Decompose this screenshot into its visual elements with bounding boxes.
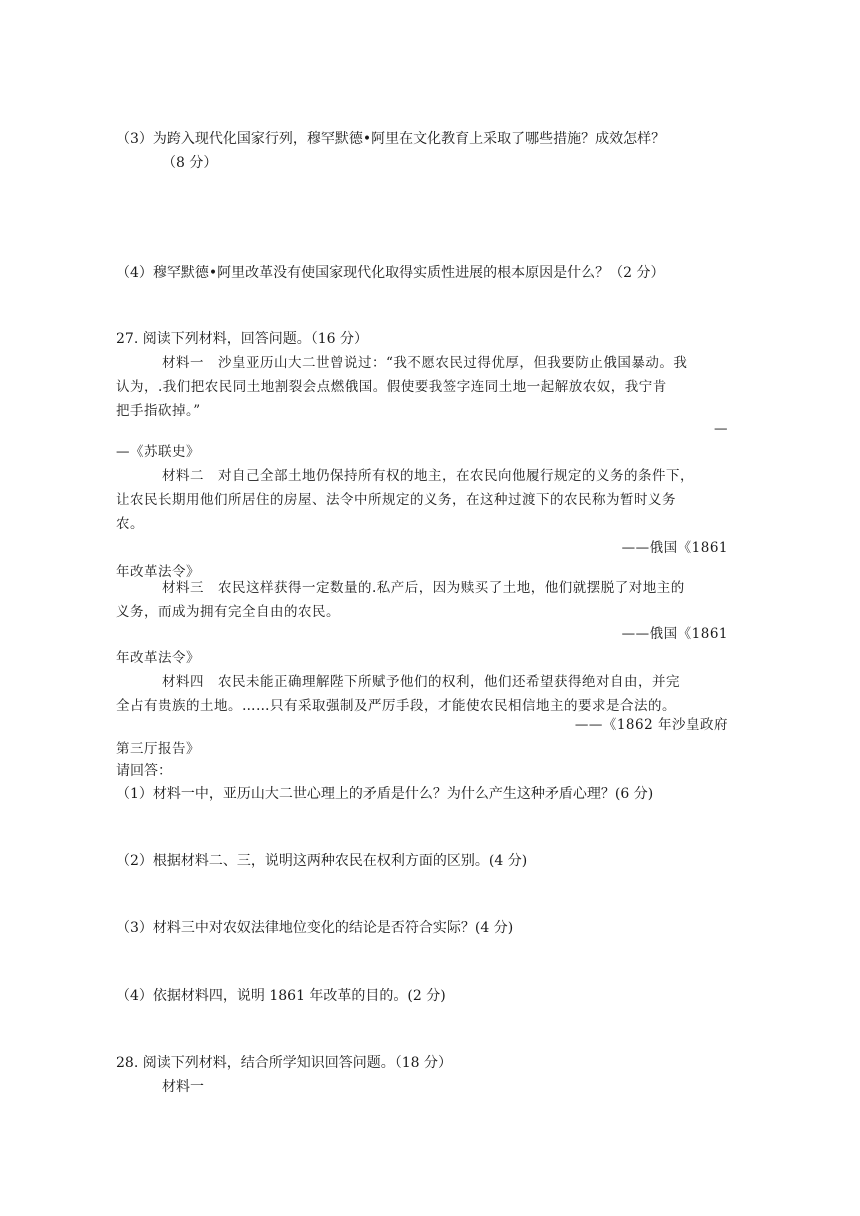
q27-material3-line2: 义务，而成为拥有完全自由的农民。 <box>116 604 340 620</box>
q27-material4-line2: 全占有贵族的土地。……只有采取强制及严厉手段，才能使农民相信地主的要求是合法的。 <box>116 698 676 714</box>
q27-material2-source-b: 年改革法令》 <box>116 564 200 580</box>
q27-material1-source: —《苏联史》 <box>116 444 200 460</box>
q27-material3-source-a: ——俄国《1861 <box>621 626 728 642</box>
q28-heading: 28. 阅读下列材料，结合所学知识回答问题。（18 分） <box>116 1055 452 1071</box>
q27-material2-line1: 材料二 对自己全部土地仍保持所有权的地主，在农民向他履行规定的义务的条件下， <box>162 468 694 484</box>
q27-heading: 27. 阅读下列材料，回答问题。（16 分） <box>116 331 368 347</box>
q27-material1-line2: 认为，.我们把农民同土地割裂会点燃俄国。假使要我签字连同土地一起解放农奴，我宁肯 <box>116 379 667 395</box>
q27-material1-line1: 材料一 沙皇亚历山大二世曾说过：“我不愿农民过得优厚，但我要防止俄国暴动。我 <box>162 355 688 371</box>
q27-material1-line3: 把手指砍掉。” <box>116 403 201 419</box>
q27-sub1: （1）材料一中，亚历山大二世心理上的矛盾是什么？为什么产生这种矛盾心理？(6 分) <box>116 786 654 802</box>
q27-material3-line1: 材料三 农民这样获得一定数量的.私产后，因为赎买了土地，他们就摆脱了对地主的 <box>162 580 685 596</box>
q26-sub4: （4）穆罕默德•阿里改革没有使国家现代化取得实质性进展的根本原因是什么？（2 分） <box>116 265 665 281</box>
q27-material1-source-dash: — <box>714 421 728 437</box>
q26-sub3-line1: （3）为跨入现代化国家行列，穆罕默德•阿里在文化教育上采取了哪些措施？成效怎样？ <box>116 131 666 147</box>
q27-material2-line2: 让农民长期用他们所居住的房屋、法令中所规定的义务，在这种过渡下的农民称为暂时义务 <box>116 492 676 508</box>
q27-sub3: （3）材料三中对农奴法律地位变化的结论是否符合实际？(4 分) <box>116 920 514 936</box>
q27-material4-source-b: 第三厅报告》 <box>116 741 200 757</box>
q26-sub3-line2: （8 分） <box>162 155 218 171</box>
q27-sub2: （2）根据材料二、三，说明这两种农民在权利方面的区别。(4 分) <box>116 853 528 869</box>
q27-material2-source-a: ——俄国《1861 <box>621 540 728 556</box>
q27-material4-source-a: ——《1862 年沙皇政府 <box>574 717 728 733</box>
q27-material3-source-b: 年改革法令》 <box>116 650 200 666</box>
q27-material4-line1: 材料四 农民未能正确理解陛下所赋予他们的权利，他们还希望获得绝对自由，并完 <box>162 674 680 690</box>
q28-material1-label: 材料一 <box>162 1079 204 1095</box>
q27-material2-line3: 农。 <box>116 516 144 532</box>
q27-sub4: （4）依据材料四，说明 1861 年改革的目的。(2 分) <box>116 988 446 1004</box>
q27-prompt: 请回答： <box>116 763 172 779</box>
